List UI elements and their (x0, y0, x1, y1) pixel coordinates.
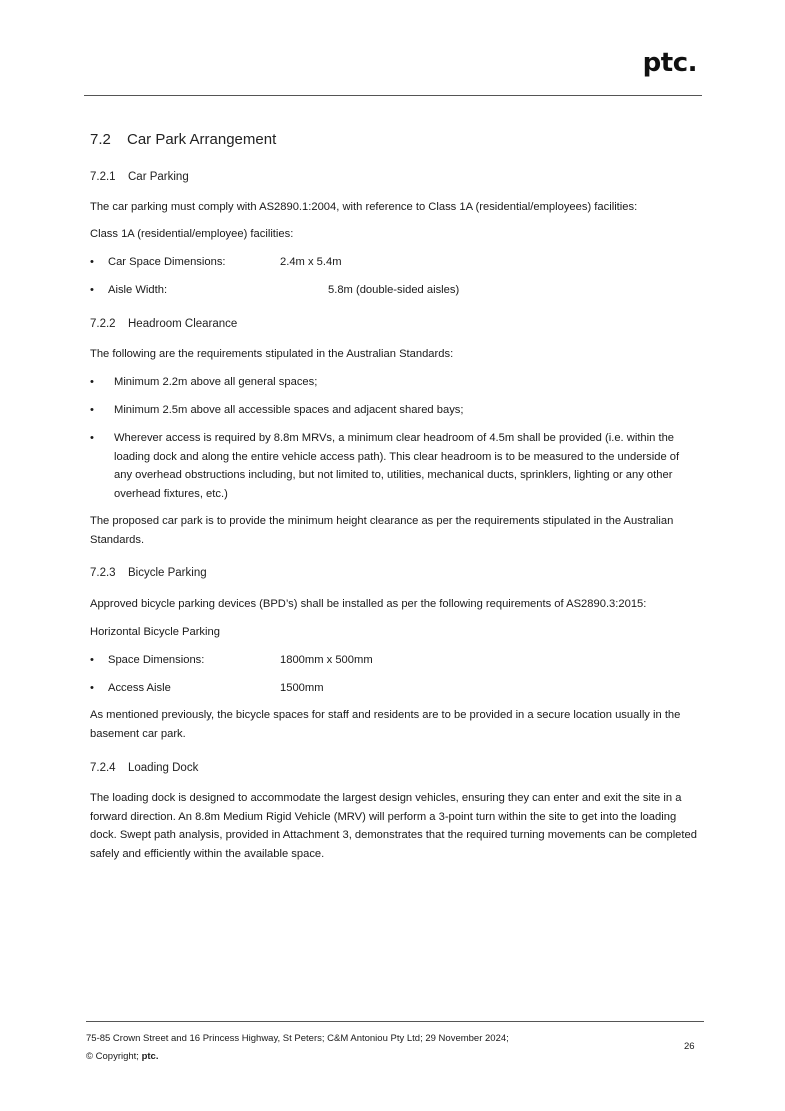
item-label: Car Space Dimensions: (108, 256, 226, 268)
subsection-title: Loading Dock (128, 762, 199, 774)
bullet-icon: • (90, 284, 94, 296)
loading-body: The loading dock is designed to accommodate the largest design vehicles, ensuring they can enter and exit the site in a forward direction. An 8.8m Medium Rigid Vehicle (MRV) will perform a 3-point turn within the site to get into the loading dock. Swept path analysis, provided in Attachment 3, demonstrates that the required turning movements can be completed safely and efficiently within the available space. (90, 792, 697, 860)
footer-divider (86, 1021, 704, 1022)
item-value: 2.4m x 5.4m (280, 256, 342, 268)
section-number: 7.2 (90, 131, 111, 148)
header-divider (84, 95, 702, 96)
item-text: Wherever access is required by 8.8m MRVs, a minimum clear headroom of 4.5m shall be provided (i.e. within the loading dock and along the entire vehicle access path). This clear headroom is to be measured to the underside of any overhead obstructions including, but not limited to, utilities, mechanical ducts, sprinklers, lighting or any other overhead fixtures, etc.) (114, 432, 680, 500)
item-label: Space Dimensions: (108, 654, 205, 666)
section-title: Car Park Arrangement (127, 131, 277, 148)
item-text: Minimum 2.5m above all accessible spaces and adjacent shared bays; (114, 404, 464, 416)
item-text: Minimum 2.2m above all general spaces; (114, 376, 318, 388)
subsection-title: Car Parking (128, 171, 189, 183)
bicycle-heading (90, 567, 207, 579)
bullet-icon: • (90, 654, 94, 666)
bullet-icon: • (90, 256, 94, 268)
subsection-title: Bicycle Parking (128, 567, 207, 579)
car-parking-heading (90, 171, 189, 183)
page-number: 26 (684, 1041, 695, 1052)
bullet-icon: • (90, 404, 94, 416)
section-heading (90, 131, 276, 148)
bicycle-intro: Approved bicycle parking devices (BPD’s) shall be installed as per the following requirements of AS2890.3:2015: (90, 598, 647, 610)
loading-heading (90, 762, 198, 774)
item-value: 5.8m (double-sided aisles) (328, 284, 460, 296)
car-parking-class-label: Class 1A (residential/employee) facilities: (90, 228, 294, 240)
subsection-number: 7.2.4 (90, 762, 116, 774)
headroom-intro: The following are the requirements stipulated in the Australian Standards: (90, 348, 454, 360)
bullet-icon: • (90, 376, 94, 388)
car-parking-intro: The car parking must comply with AS2890.1:2004, with reference to Class 1A (residential/employees) facilities: (90, 201, 638, 213)
headroom-closing: The proposed car park is to provide the minimum height clearance as per the requirements stipulated in the Australian Standards. (90, 515, 674, 546)
subsection-number: 7.2.1 (90, 171, 116, 183)
subsection-number: 7.2.2 (90, 318, 116, 330)
item-value: 1800mm x 500mm (280, 654, 373, 666)
footer-copyright (86, 1048, 509, 1066)
copyright-prefix: © Copyright; (86, 1051, 142, 1062)
ptc-logo: ptc. (642, 48, 697, 78)
item-label: Aisle Width: (108, 284, 168, 296)
item-value: 1500mm (280, 682, 324, 694)
bicycle-closing: As mentioned previously, the bicycle spaces for staff and residents are to be provided in a secure location usually in the basement car park. (90, 709, 681, 740)
bullet-icon: • (90, 432, 94, 444)
bullet-icon: • (90, 682, 94, 694)
headroom-heading (90, 318, 237, 330)
footer-address: 75-85 Crown Street and 16 Princess Highway, St Peters; C&M Antoniou Pty Ltd; 29 November 2024; (86, 1033, 509, 1044)
bicycle-subhead: Horizontal Bicycle Parking (90, 626, 220, 638)
subsection-number: 7.2.3 (90, 567, 116, 579)
subsection-title: Headroom Clearance (128, 318, 238, 330)
footer (86, 1030, 509, 1066)
item-label: Access Aisle (108, 682, 171, 694)
copyright-brand: ptc. (141, 1051, 159, 1062)
